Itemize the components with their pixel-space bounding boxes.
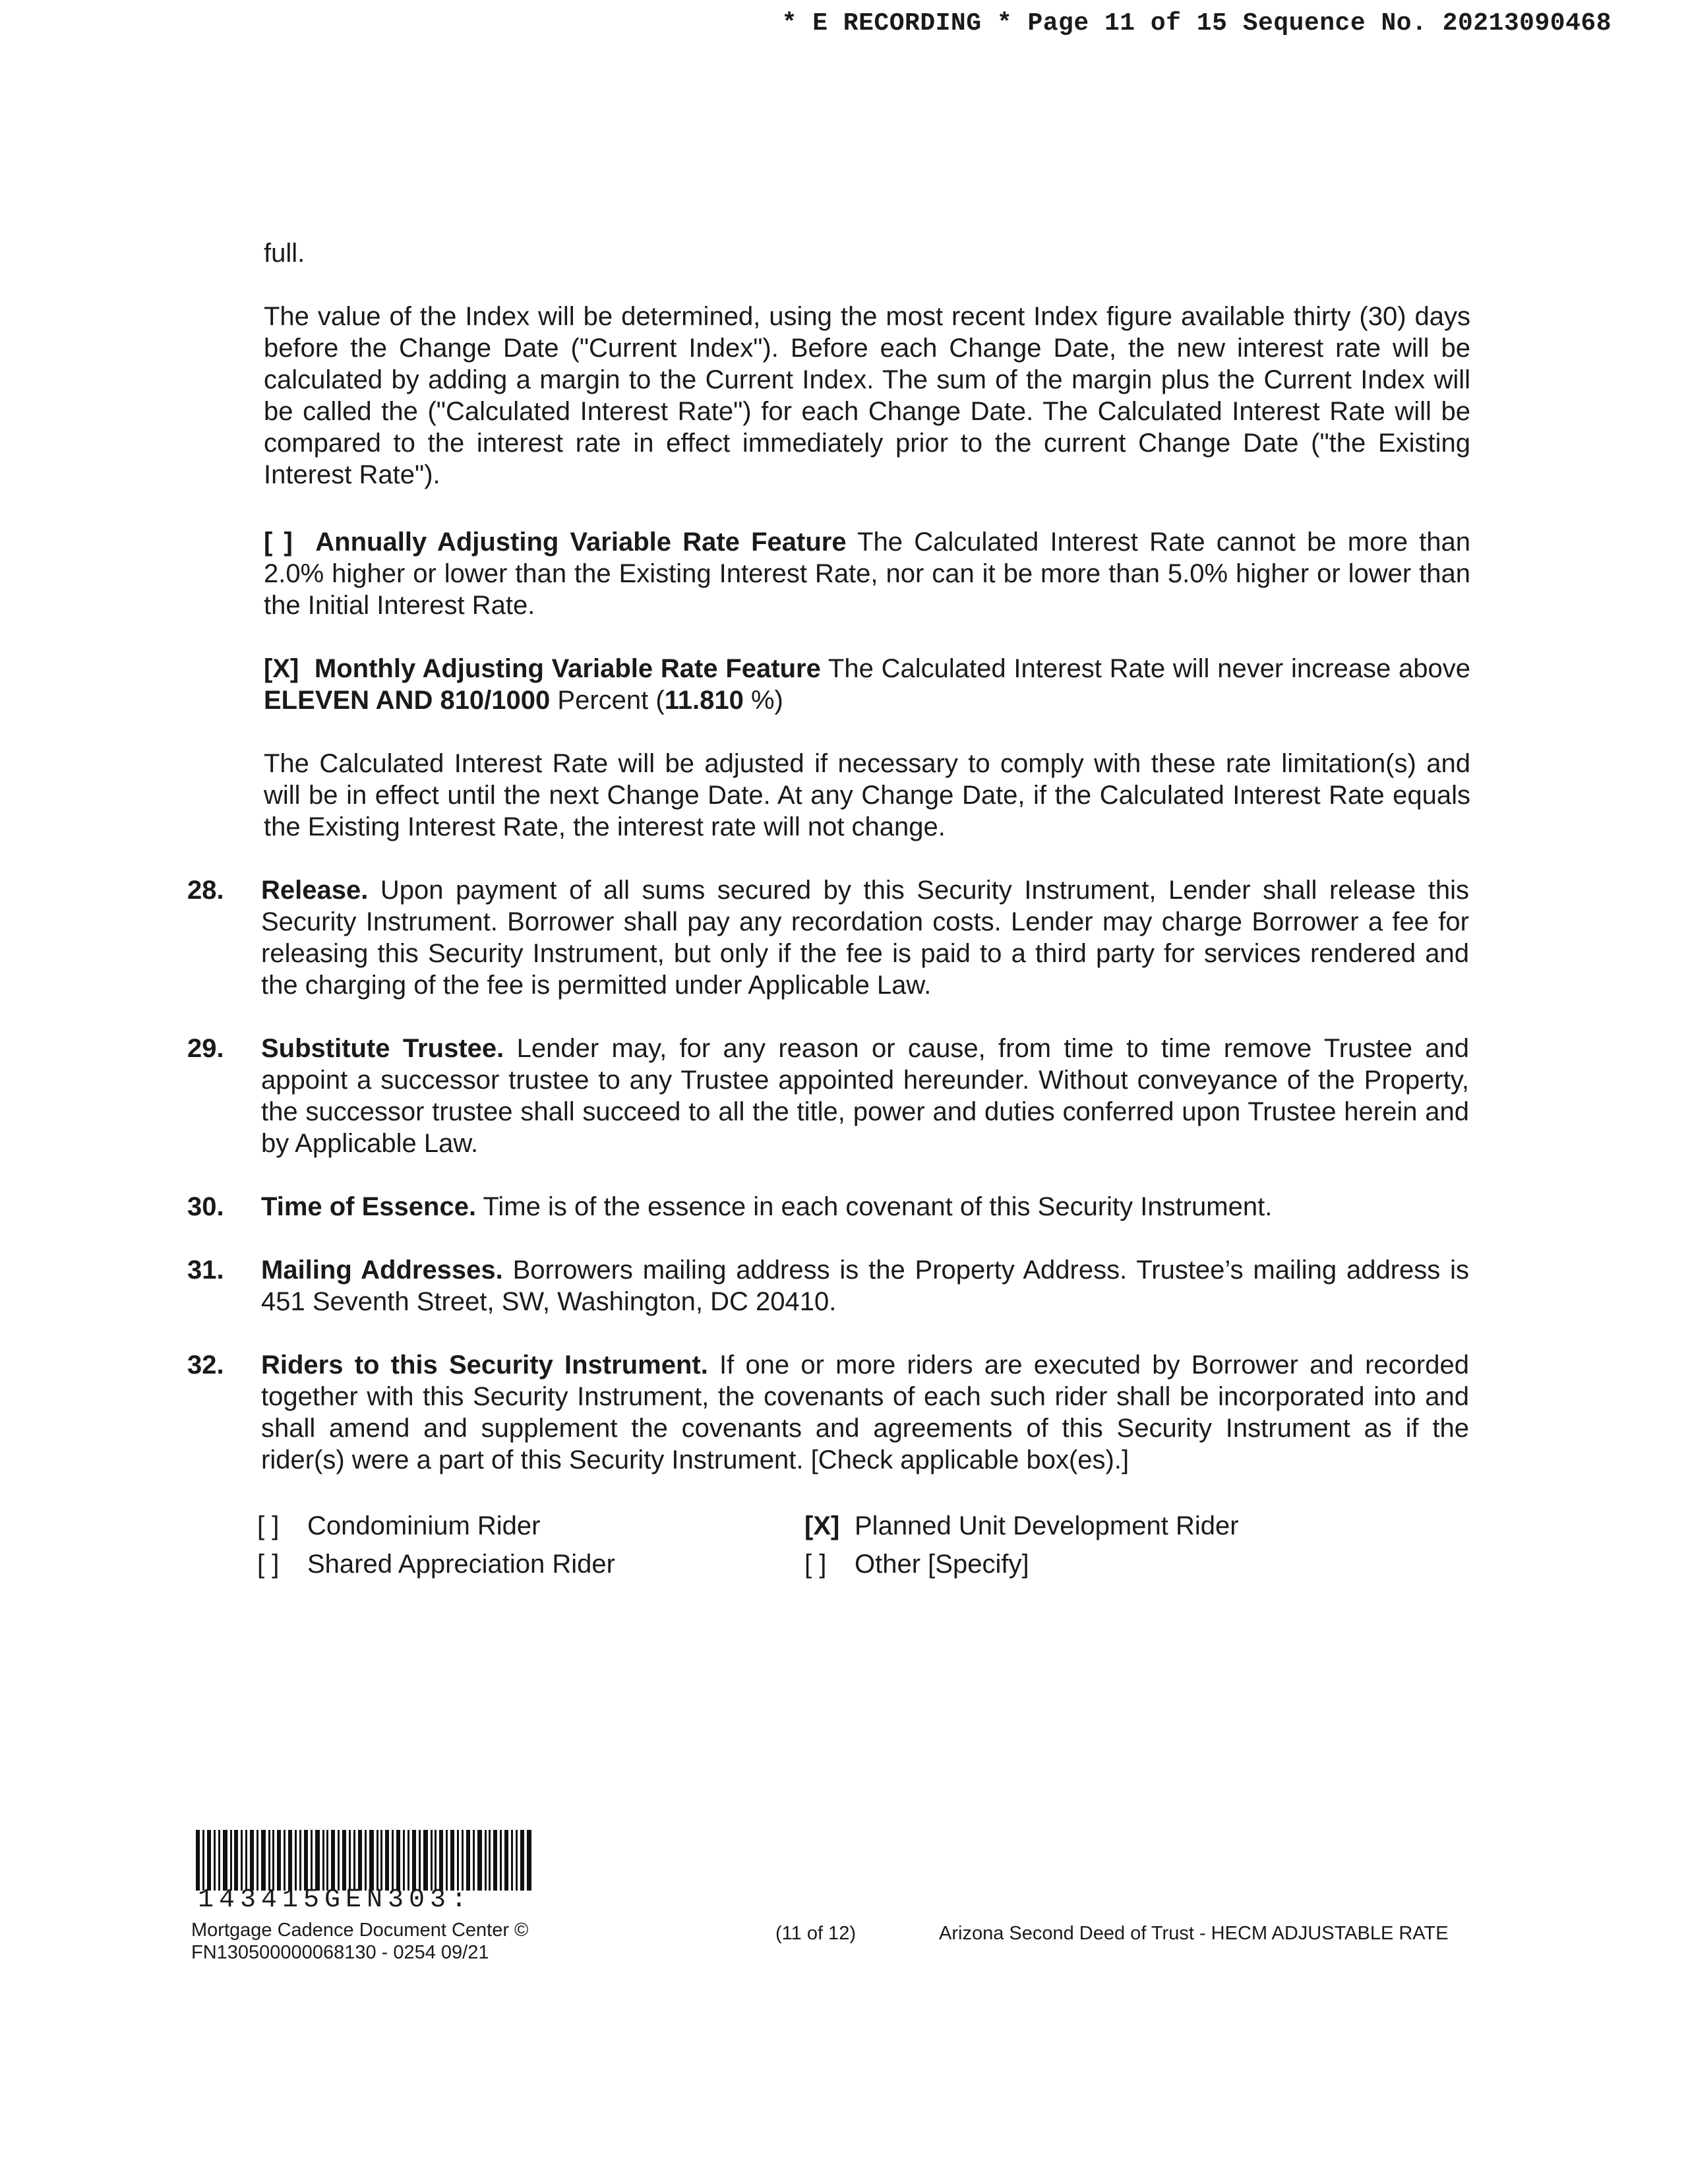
rider-checkbox: [ ]: [804, 1550, 827, 1579]
continuation-text: full.: [264, 239, 305, 268]
annual-feature-title: Annually Adjusting Variable Rate Feature: [315, 528, 847, 557]
rider-planned-unit-development: [804, 1510, 1239, 1542]
section-text: Borrowers mailing address is the Property Address. Trustee’s mailing address is 451 Seventh Street, SW, Washington, DC 20410.: [261, 1256, 1469, 1316]
section-title: Release.: [261, 876, 369, 905]
rider-checkbox: [ ]: [257, 1511, 280, 1540]
monthly-feature-title: Monthly Adjusting Variable Rate Feature: [314, 654, 821, 683]
section-number: 32.: [187, 1350, 224, 1380]
index-paragraph: The value of the Index will be determined, using the most recent Index figure available thirty (30) days before the Change Date ("Current Index"). Before each Change Date, the new interest rate will be calculated by adding a margin to the Current Index. The sum of the margin plus the Current Index will be called the ("Calculated Interest Rate") for each Change Date. The Calculated Interest Rate will be compared to the interest rate in effect immediately prior to the current Change Date ("the Existing Interest Rate").: [264, 302, 1470, 489]
form-code: FN130500000068130 - 0254 09/21: [191, 1942, 489, 1963]
section-number: 31.: [187, 1256, 224, 1285]
rider-label: Shared Appreciation Rider: [307, 1550, 615, 1579]
annual-feature-paragraph: [264, 526, 1470, 621]
monthly-feature-paragraph: [264, 653, 1470, 716]
section-text: Upon payment of all sums secured by this Security Instrument, Lender shall release this Security Instrument. Borrower shall pay any recordation costs. Lender may charge Borrower a fee for releasing this Security Instrument, but only if the fee is paid to a third party for services rendered and the charging of the fee is permitted under Applicable Law.: [261, 876, 1469, 1000]
barcode-image: [196, 1830, 532, 1891]
section-title: Riders to this Security Instrument.: [261, 1350, 708, 1380]
section-title: Substitute Trustee.: [261, 1034, 504, 1063]
rider-checkbox: [X]: [804, 1511, 840, 1540]
monthly-rate-number: 11.810: [664, 686, 744, 715]
rider-label: Planned Unit Development Rider: [855, 1511, 1239, 1540]
section-number: 29.: [187, 1034, 224, 1063]
section-text: Time is of the essence in each covenant of this Security Instrument.: [476, 1192, 1273, 1221]
rider-condominium: [257, 1510, 540, 1542]
section-title: Mailing Addresses.: [261, 1256, 503, 1285]
document-center-label: Mortgage Cadence Document Center ©: [191, 1920, 529, 1941]
monthly-feature-text-after: %): [743, 686, 783, 715]
section-title: Time of Essence.: [261, 1192, 477, 1221]
monthly-feature-checkbox: [X]: [264, 654, 299, 683]
rider-shared-appreciation: [257, 1548, 615, 1580]
annual-feature-checkbox: [ ]: [264, 528, 293, 557]
page-counter: (11 of 12): [775, 1923, 856, 1944]
barcode-text: 143415GEN303:: [198, 1885, 473, 1915]
section-number: 28.: [187, 876, 224, 905]
rider-label: Other [Specify]: [855, 1550, 1029, 1579]
rider-checkbox: [ ]: [257, 1550, 280, 1579]
rider-label: Condominium Rider: [307, 1511, 541, 1540]
form-title: Arizona Second Deed of Trust - HECM ADJUSTABLE RATE: [939, 1923, 1449, 1944]
monthly-feature-text: The Calculated Interest Rate will never increase above: [820, 654, 1470, 683]
rate-limitation-paragraph: The Calculated Interest Rate will be adjusted if necessary to comply with these rate limitation(s) and will be in effect until the next Change Date. At any Change Date, if the Calculated Interest Rate equals the Existing Interest Rate, the interest rate will not change.: [264, 749, 1470, 841]
monthly-rate-words: ELEVEN AND 810/1000: [264, 686, 551, 715]
rider-other: [804, 1548, 1029, 1580]
recording-header: * E RECORDING * Page 11 of 15 Sequence No. 20213090468: [781, 9, 1612, 38]
section-text: Lender may, for any reason or cause, from time to time remove Trustee and appoint a successor trustee to any Trustee appointed hereunder. Without conveyance of the Property, the successor trustee shall succeed to all the title, power and duties conferred upon Trustee herein and by Applicable Law.: [261, 1034, 1470, 1158]
section-number: 30.: [187, 1192, 224, 1221]
section-text: If one or more riders are executed by Borrower and recorded together with this Security Instrument, the covenants of each such rider shall be incorporated into and shall amend and supplement the covenants and agreements of this Security Instrument as if the rider(s) were a part of this Security Instrument. [Check applicable box(es).]: [261, 1350, 1469, 1474]
monthly-feature-text-mid: Percent (: [550, 686, 665, 715]
annual-feature-text: The Calculated Interest Rate cannot be more than 2.0% higher or lower than the Existing Interest Rate, nor can it be more than 5.0% higher or lower than the Initial Interest Rate.: [264, 528, 1471, 620]
